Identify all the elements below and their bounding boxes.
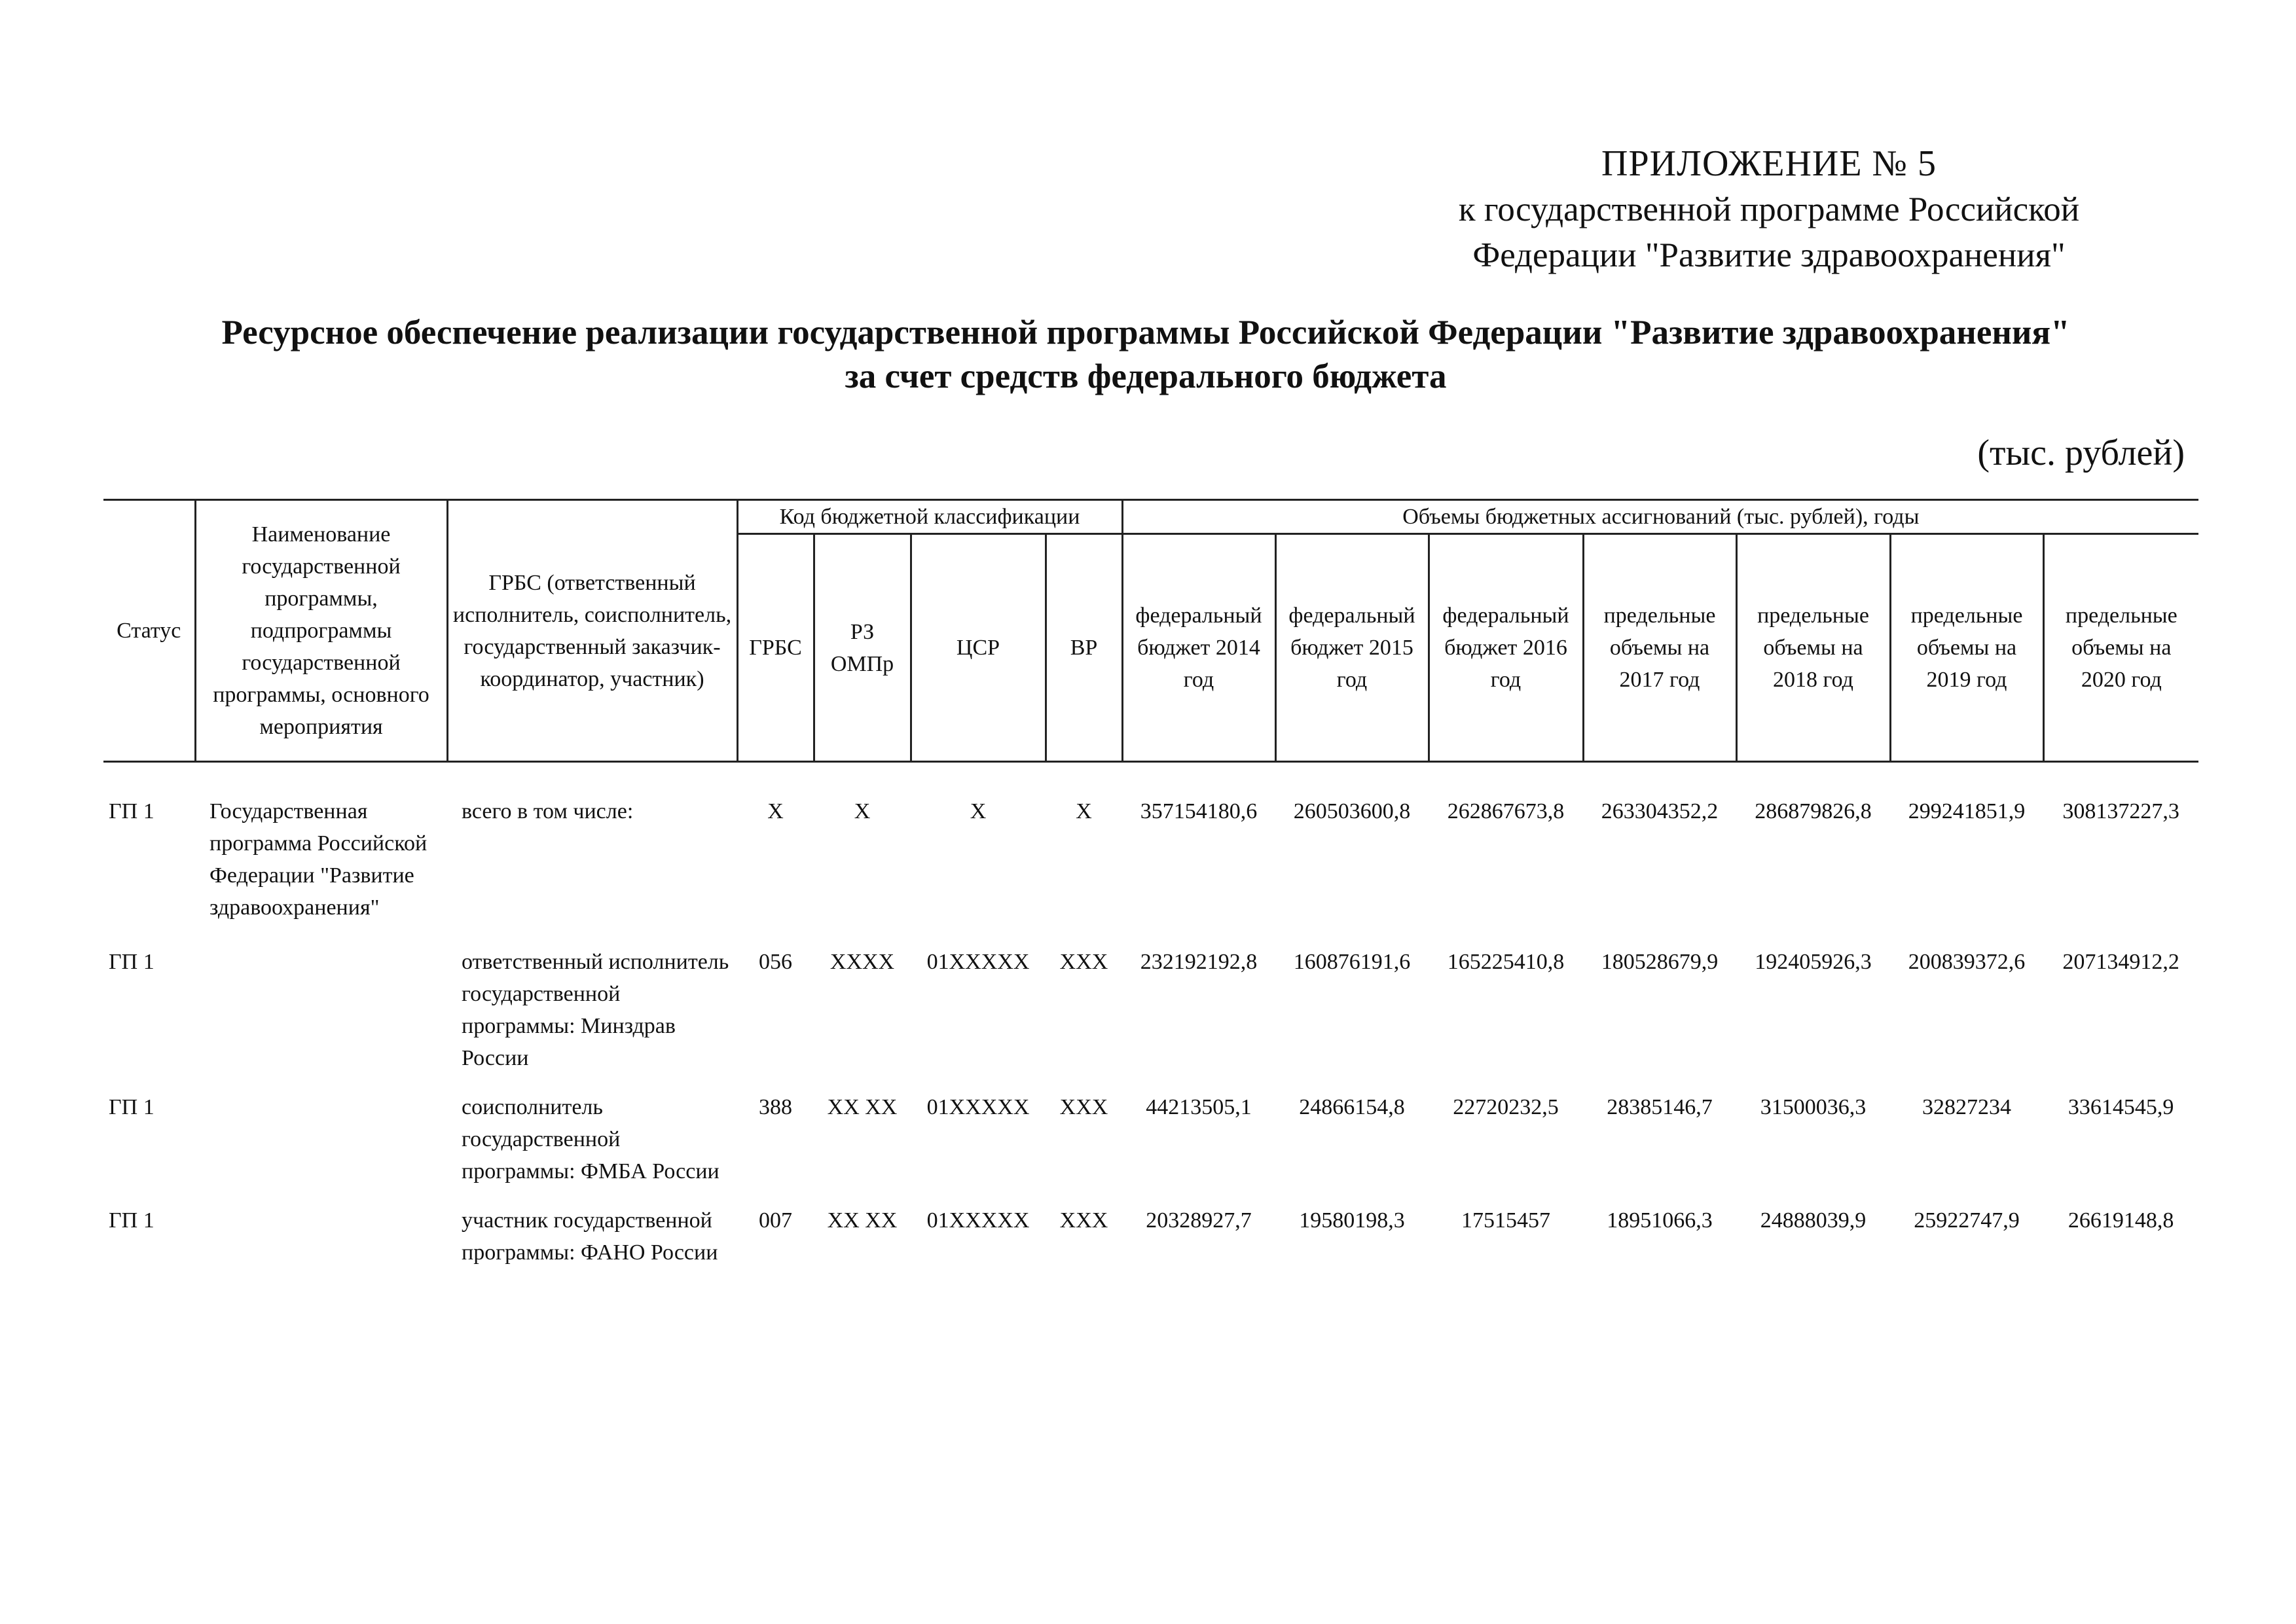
row-vr-code: XXX xyxy=(1059,950,1108,974)
row-value-2015: 24866154,8 xyxy=(1299,1095,1405,1119)
row-csr-code: 01XXXXX xyxy=(926,950,1030,974)
row-value-2017: 263304352,2 xyxy=(1601,799,1719,823)
table-header xyxy=(103,500,2198,762)
header-status: Статус xyxy=(103,500,195,762)
row-grbs-text: всего в том числе: xyxy=(462,799,634,823)
row-value-2018: 31500036,3 xyxy=(1760,1095,1867,1119)
row-value-2015: 19580198,3 xyxy=(1299,1208,1405,1233)
table-row xyxy=(103,943,2198,1089)
table-row xyxy=(103,1202,2198,1271)
row-rz-code: XX XX xyxy=(827,1208,898,1233)
row-grbs-code: 007 xyxy=(759,1208,792,1233)
row-grbs-code: 388 xyxy=(759,1095,792,1119)
header-year-2020: предельные объемы на 2020 год xyxy=(2043,534,2198,762)
table-body xyxy=(103,762,2198,1272)
row-value-2017: 18951066,3 xyxy=(1607,1208,1713,1233)
row-value-2018: 24888039,9 xyxy=(1760,1208,1867,1233)
row-vr-code: X xyxy=(1076,799,1092,823)
row-name xyxy=(195,1202,447,1271)
resource-table xyxy=(103,499,2198,1271)
row-value-2015: 160876191,6 xyxy=(1293,950,1411,974)
row-grbs-text: ответственный исполнитель государственной программы: Минздрав России xyxy=(462,950,729,1070)
row-vr-code: XXX xyxy=(1059,1095,1108,1119)
row-value-2014: 44213505,1 xyxy=(1146,1095,1252,1119)
title-line-1: Ресурсное обеспечение реализации государственной программы Российской Федерации "Развитие здравоохранения" xyxy=(221,314,2070,352)
header-vr: ВР xyxy=(1046,534,1122,762)
row-value-2020: 33614545,9 xyxy=(2068,1095,2174,1119)
appendix-line-3: Федерации "Развитие здравоохранения" xyxy=(1472,236,2066,274)
row-rz-code: XXXX xyxy=(829,950,895,974)
header-name: Наименование государственной программы, подпрограммы государственной программы, основного мероприятия xyxy=(195,500,447,762)
header-grbs-code: ГРБС xyxy=(737,534,814,762)
title-line-2: за счет средств федерального бюджета xyxy=(845,357,1447,395)
row-rz-code: X xyxy=(854,799,871,823)
row-csr-code: 01XXXXX xyxy=(926,1208,1030,1233)
header-year-2015: федеральный бюджет 2015 год xyxy=(1275,534,1429,762)
row-value-2017: 180528679,9 xyxy=(1601,950,1719,974)
header-csr: ЦСР xyxy=(911,534,1046,762)
row-vr-code: XXX xyxy=(1059,1208,1108,1233)
row-value-2018: 192405926,3 xyxy=(1755,950,1872,974)
header-year-2014: федеральный бюджет 2014 год xyxy=(1122,534,1275,762)
header-year-2018: предельные объемы на 2018 год xyxy=(1736,534,1890,762)
row-name: Государственная программа Российской Федерации "Развитие здравоохранения" xyxy=(210,799,428,920)
row-status: ГП 1 xyxy=(109,799,155,823)
row-grbs-code: 056 xyxy=(759,950,792,974)
appendix-header xyxy=(1376,141,2162,278)
row-csr-code: X xyxy=(970,799,987,823)
row-grbs-code: X xyxy=(767,799,784,823)
appendix-number: ПРИЛОЖЕНИЕ № 5 xyxy=(1601,143,1937,184)
table-row xyxy=(103,762,2198,944)
table-row xyxy=(103,1089,2198,1202)
row-name xyxy=(195,943,447,1089)
row-value-2020: 308137227,3 xyxy=(2062,799,2179,823)
header-budget-classification: Код бюджетной классификации xyxy=(737,500,1122,534)
row-csr-code: 01XXXXX xyxy=(926,1095,1030,1119)
header-budget-volumes: Объемы бюджетных ассигнований (тыс. рублей), годы xyxy=(1122,500,2198,534)
row-name xyxy=(195,1089,447,1202)
row-value-2016: 262867673,8 xyxy=(1447,799,1565,823)
row-value-2014: 357154180,6 xyxy=(1140,799,1258,823)
row-value-2017: 28385146,7 xyxy=(1607,1095,1713,1119)
row-value-2020: 26619148,8 xyxy=(2068,1208,2174,1233)
row-status: ГП 1 xyxy=(109,1208,155,1233)
document-title xyxy=(105,311,2187,399)
row-value-2016: 17515457 xyxy=(1461,1208,1551,1233)
header-grbs-responsible: ГРБС (ответственный исполнитель, соисполнитель, государственный заказчик-координатор, участник) xyxy=(447,500,737,762)
row-rz-code: XX XX xyxy=(827,1095,898,1119)
appendix-line-2: к государственной программе Российской xyxy=(1458,190,2080,228)
row-value-2016: 22720232,5 xyxy=(1453,1095,1559,1119)
row-value-2019: 32827234 xyxy=(1922,1095,2012,1119)
row-value-2014: 232192192,8 xyxy=(1140,950,1258,974)
row-value-2016: 165225410,8 xyxy=(1447,950,1565,974)
units-label: (тыс. рублей) xyxy=(1977,433,2185,473)
row-status: ГП 1 xyxy=(109,950,155,974)
row-value-2015: 260503600,8 xyxy=(1293,799,1411,823)
row-grbs-text: участник государственной программы: ФАНО России xyxy=(462,1208,718,1265)
header-rz-ompr: РЗ ОМПр xyxy=(814,534,911,762)
row-value-2019: 25922747,9 xyxy=(1914,1208,2020,1233)
row-value-2018: 286879826,8 xyxy=(1755,799,1872,823)
header-year-2016: федеральный бюджет 2016 год xyxy=(1429,534,1583,762)
row-value-2020: 207134912,2 xyxy=(2062,950,2179,974)
header-year-2019: предельные объемы на 2019 год xyxy=(1890,534,2043,762)
row-value-2019: 299241851,9 xyxy=(1908,799,2026,823)
row-value-2019: 200839372,6 xyxy=(1908,950,2026,974)
header-year-2017: предельные объемы на 2017 год xyxy=(1583,534,1736,762)
row-status: ГП 1 xyxy=(109,1095,155,1119)
row-grbs-text: соисполнитель государственной программы: ФМБА России xyxy=(462,1095,720,1183)
row-value-2014: 20328927,7 xyxy=(1146,1208,1252,1233)
